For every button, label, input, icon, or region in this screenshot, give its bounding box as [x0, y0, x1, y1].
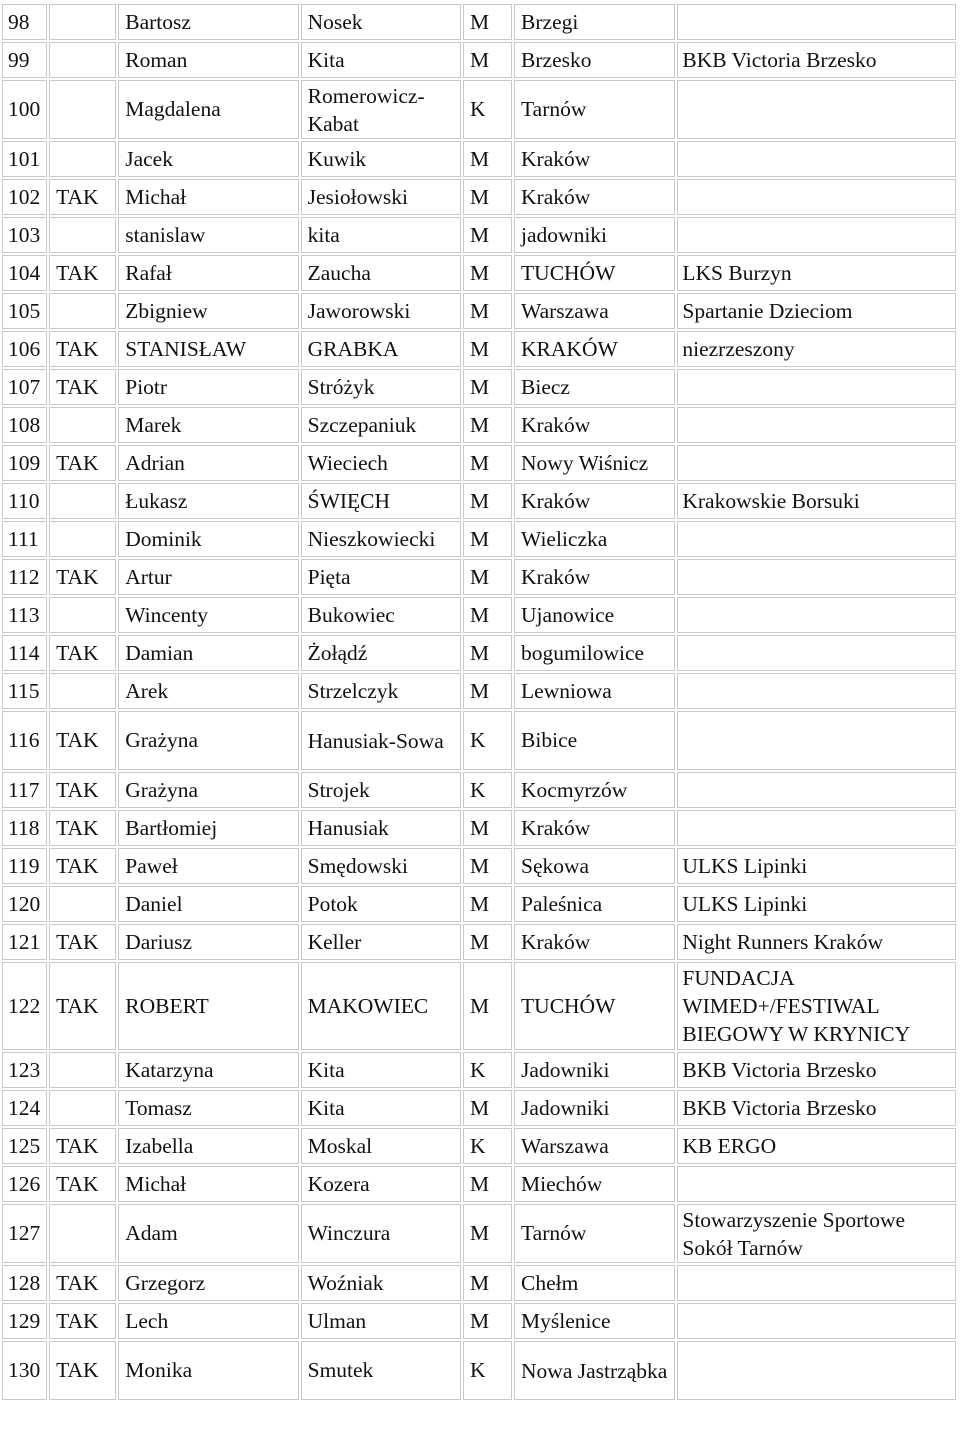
cell-sex: M — [463, 962, 512, 1050]
cell-club — [677, 673, 956, 709]
cell-city: Kraków — [514, 483, 675, 519]
cell-first-name: Zbigniew — [118, 293, 298, 329]
cell-club: Stowarzyszenie Sportowe Sokół Tarnów — [677, 1204, 956, 1263]
cell-last-name: MAKOWIEC — [301, 962, 461, 1050]
cell-number: 114 — [2, 635, 47, 671]
cell-city: TUCHÓW — [514, 962, 675, 1050]
cell-sex: M — [463, 4, 512, 40]
cell-tak — [49, 1204, 116, 1263]
cell-last-name: Ulman — [301, 1303, 461, 1339]
cell-sex: M — [463, 141, 512, 177]
cell-city: Wieliczka — [514, 521, 675, 557]
cell-club — [677, 179, 956, 215]
cell-club — [677, 369, 956, 405]
cell-number: 122 — [2, 962, 47, 1050]
cell-number: 121 — [2, 924, 47, 960]
cell-city: TUCHÓW — [514, 255, 675, 291]
cell-city: Nowy Wiśnicz — [514, 445, 675, 481]
table-row — [2, 1128, 956, 1164]
cell-city: Jadowniki — [514, 1090, 675, 1126]
cell-club — [677, 635, 956, 671]
cell-city: Ujanowice — [514, 597, 675, 633]
cell-club — [677, 772, 956, 808]
cell-tak: TAK — [49, 559, 116, 595]
cell-last-name: Kita — [301, 1052, 461, 1088]
cell-first-name: Tomasz — [118, 1090, 298, 1126]
table-row — [2, 1090, 956, 1126]
cell-number: 110 — [2, 483, 47, 519]
cell-city: Warszawa — [514, 293, 675, 329]
cell-sex: M — [463, 1204, 512, 1263]
cell-club — [677, 711, 956, 770]
cell-tak: TAK — [49, 331, 116, 367]
cell-sex: M — [463, 217, 512, 253]
cell-tak — [49, 1090, 116, 1126]
cell-first-name: Grzegorz — [118, 1265, 298, 1301]
cell-number: 127 — [2, 1204, 47, 1263]
table-row — [2, 1052, 956, 1088]
cell-tak — [49, 597, 116, 633]
cell-tak: TAK — [49, 1303, 116, 1339]
table-row — [2, 293, 956, 329]
cell-number: 123 — [2, 1052, 47, 1088]
cell-club: ULKS Lipinki — [677, 848, 956, 884]
cell-sex: K — [463, 1128, 512, 1164]
cell-tak — [49, 407, 116, 443]
cell-number: 100 — [2, 80, 47, 139]
cell-sex: M — [463, 42, 512, 78]
cell-tak — [49, 4, 116, 40]
cell-first-name: Dariusz — [118, 924, 298, 960]
table-row — [2, 1303, 956, 1339]
cell-club: LKS Burzyn — [677, 255, 956, 291]
cell-last-name: Hanusiak — [301, 810, 461, 846]
cell-club: BKB Victoria Brzesko — [677, 42, 956, 78]
cell-last-name: Moskal — [301, 1128, 461, 1164]
cell-club — [677, 1341, 956, 1400]
cell-first-name: Jacek — [118, 141, 298, 177]
cell-club: KB ERGO — [677, 1128, 956, 1164]
cell-tak — [49, 673, 116, 709]
cell-sex: M — [463, 521, 512, 557]
cell-number: 104 — [2, 255, 47, 291]
cell-tak — [49, 886, 116, 922]
cell-city: Jadowniki — [514, 1052, 675, 1088]
cell-first-name: Paweł — [118, 848, 298, 884]
table-row — [2, 886, 956, 922]
cell-number: 126 — [2, 1166, 47, 1202]
table-row — [2, 711, 956, 770]
table-row — [2, 80, 956, 139]
cell-last-name: Pięta — [301, 559, 461, 595]
cell-city: Kraków — [514, 407, 675, 443]
cell-club — [677, 407, 956, 443]
table-row — [2, 521, 956, 557]
table-row — [2, 407, 956, 443]
cell-last-name: Winczura — [301, 1204, 461, 1263]
cell-number: 108 — [2, 407, 47, 443]
cell-tak: TAK — [49, 924, 116, 960]
cell-first-name: Michał — [118, 179, 298, 215]
cell-city: Miechów — [514, 1166, 675, 1202]
cell-first-name: Lech — [118, 1303, 298, 1339]
cell-city: Kraków — [514, 810, 675, 846]
cell-club — [677, 4, 956, 40]
cell-sex: K — [463, 1341, 512, 1400]
cell-first-name: Marek — [118, 407, 298, 443]
cell-club: ULKS Lipinki — [677, 886, 956, 922]
table-row — [2, 141, 956, 177]
cell-first-name: Damian — [118, 635, 298, 671]
table-row — [2, 1204, 956, 1263]
table-row — [2, 772, 956, 808]
cell-tak: TAK — [49, 1265, 116, 1301]
cell-city: bogumilowice — [514, 635, 675, 671]
cell-club — [677, 597, 956, 633]
cell-club: BKB Victoria Brzesko — [677, 1090, 956, 1126]
cell-tak — [49, 217, 116, 253]
table-row — [2, 483, 956, 519]
cell-tak: TAK — [49, 772, 116, 808]
cell-tak — [49, 141, 116, 177]
cell-number: 119 — [2, 848, 47, 884]
cell-last-name: Jaworowski — [301, 293, 461, 329]
cell-last-name: Kita — [301, 1090, 461, 1126]
cell-last-name: Kozera — [301, 1166, 461, 1202]
cell-number: 117 — [2, 772, 47, 808]
cell-last-name: Kita — [301, 42, 461, 78]
cell-sex: M — [463, 293, 512, 329]
table-row — [2, 635, 956, 671]
cell-number: 106 — [2, 331, 47, 367]
cell-tak — [49, 80, 116, 139]
cell-sex: M — [463, 369, 512, 405]
table-row — [2, 369, 956, 405]
cell-first-name: Grażyna — [118, 772, 298, 808]
cell-city: Kraków — [514, 179, 675, 215]
cell-sex: M — [463, 1090, 512, 1126]
cell-number: 111 — [2, 521, 47, 557]
cell-city: Biecz — [514, 369, 675, 405]
cell-first-name: Rafał — [118, 255, 298, 291]
cell-tak — [49, 483, 116, 519]
cell-city: Nowa Jastrząbka — [514, 1341, 675, 1400]
cell-first-name: Grażyna — [118, 711, 298, 770]
cell-city: KRAKÓW — [514, 331, 675, 367]
cell-last-name: Stróżyk — [301, 369, 461, 405]
cell-club — [677, 80, 956, 139]
cell-number: 98 — [2, 4, 47, 40]
table-row — [2, 217, 956, 253]
cell-number: 105 — [2, 293, 47, 329]
cell-last-name: Strzelczyk — [301, 673, 461, 709]
cell-first-name: Monika — [118, 1341, 298, 1400]
table-row — [2, 962, 956, 1050]
cell-sex: M — [463, 673, 512, 709]
table-row — [2, 673, 956, 709]
cell-first-name: Izabella — [118, 1128, 298, 1164]
cell-city: Kraków — [514, 924, 675, 960]
cell-number: 109 — [2, 445, 47, 481]
cell-last-name: Wieciech — [301, 445, 461, 481]
cell-city: Kraków — [514, 141, 675, 177]
cell-first-name: Adam — [118, 1204, 298, 1263]
table-row — [2, 179, 956, 215]
cell-club — [677, 141, 956, 177]
cell-number: 102 — [2, 179, 47, 215]
cell-first-name: ROBERT — [118, 962, 298, 1050]
cell-sex: K — [463, 772, 512, 808]
cell-sex: M — [463, 597, 512, 633]
cell-sex: M — [463, 331, 512, 367]
cell-tak: TAK — [49, 635, 116, 671]
table-row — [2, 559, 956, 595]
cell-city: Bibice — [514, 711, 675, 770]
cell-tak — [49, 521, 116, 557]
cell-first-name: Wincenty — [118, 597, 298, 633]
cell-first-name: Bartosz — [118, 4, 298, 40]
cell-last-name: Szczepaniuk — [301, 407, 461, 443]
cell-last-name: Potok — [301, 886, 461, 922]
cell-number: 128 — [2, 1265, 47, 1301]
cell-club: BKB Victoria Brzesko — [677, 1052, 956, 1088]
cell-first-name: Daniel — [118, 886, 298, 922]
cell-last-name: GRABKA — [301, 331, 461, 367]
cell-tak: TAK — [49, 962, 116, 1050]
cell-last-name: Kuwik — [301, 141, 461, 177]
cell-number: 113 — [2, 597, 47, 633]
cell-first-name: Adrian — [118, 445, 298, 481]
cell-number: 107 — [2, 369, 47, 405]
cell-club — [677, 1166, 956, 1202]
cell-tak: TAK — [49, 369, 116, 405]
cell-tak: TAK — [49, 1128, 116, 1164]
cell-tak — [49, 42, 116, 78]
cell-club — [677, 521, 956, 557]
cell-sex: M — [463, 635, 512, 671]
table-row — [2, 42, 956, 78]
cell-last-name: Bukowiec — [301, 597, 461, 633]
cell-last-name: Romerowicz-Kabat — [301, 80, 461, 139]
cell-number: 120 — [2, 886, 47, 922]
cell-first-name: Dominik — [118, 521, 298, 557]
cell-club — [677, 1265, 956, 1301]
cell-number: 103 — [2, 217, 47, 253]
cell-sex: K — [463, 711, 512, 770]
cell-city: Paleśnica — [514, 886, 675, 922]
cell-last-name: Nosek — [301, 4, 461, 40]
cell-city: Brzegi — [514, 4, 675, 40]
cell-first-name: stanislaw — [118, 217, 298, 253]
table-row — [2, 848, 956, 884]
cell-sex: K — [463, 80, 512, 139]
cell-sex: K — [463, 1052, 512, 1088]
cell-club — [677, 559, 956, 595]
cell-last-name: Woźniak — [301, 1265, 461, 1301]
cell-number: 115 — [2, 673, 47, 709]
participants-table — [0, 2, 958, 1402]
cell-sex: M — [463, 179, 512, 215]
cell-last-name: Smutek — [301, 1341, 461, 1400]
cell-first-name: Magdalena — [118, 80, 298, 139]
cell-number: 129 — [2, 1303, 47, 1339]
cell-last-name: Strojek — [301, 772, 461, 808]
cell-club: niezrzeszony — [677, 331, 956, 367]
cell-sex: M — [463, 924, 512, 960]
cell-number: 101 — [2, 141, 47, 177]
table-row — [2, 597, 956, 633]
cell-first-name: STANISŁAW — [118, 331, 298, 367]
cell-tak: TAK — [49, 848, 116, 884]
cell-sex: M — [463, 445, 512, 481]
cell-last-name: Nieszkowiecki — [301, 521, 461, 557]
participants-table-body — [2, 4, 956, 1400]
cell-tak: TAK — [49, 1166, 116, 1202]
cell-number: 116 — [2, 711, 47, 770]
cell-last-name: ŚWIĘCH — [301, 483, 461, 519]
cell-last-name: Hanusiak-Sowa — [301, 711, 461, 770]
cell-tak — [49, 1052, 116, 1088]
cell-city: Tarnów — [514, 80, 675, 139]
cell-number: 118 — [2, 810, 47, 846]
cell-sex: M — [463, 1265, 512, 1301]
cell-sex: M — [463, 886, 512, 922]
cell-sex: M — [463, 407, 512, 443]
cell-sex: M — [463, 559, 512, 595]
cell-last-name: Jesiołowski — [301, 179, 461, 215]
cell-sex: M — [463, 483, 512, 519]
cell-sex: M — [463, 1166, 512, 1202]
cell-city: Kraków — [514, 559, 675, 595]
table-row — [2, 924, 956, 960]
cell-first-name: Michał — [118, 1166, 298, 1202]
cell-club: Night Runners Kraków — [677, 924, 956, 960]
cell-club — [677, 445, 956, 481]
cell-city: Tarnów — [514, 1204, 675, 1263]
table-row — [2, 4, 956, 40]
table-row — [2, 1265, 956, 1301]
table-row — [2, 445, 956, 481]
cell-sex: M — [463, 1303, 512, 1339]
cell-sex: M — [463, 255, 512, 291]
cell-tak: TAK — [49, 255, 116, 291]
cell-first-name: Arek — [118, 673, 298, 709]
cell-number: 99 — [2, 42, 47, 78]
cell-tak: TAK — [49, 179, 116, 215]
cell-city: Kocmyrzów — [514, 772, 675, 808]
cell-last-name: kita — [301, 217, 461, 253]
cell-city: jadowniki — [514, 217, 675, 253]
cell-club: Krakowskie Borsuki — [677, 483, 956, 519]
cell-city: Warszawa — [514, 1128, 675, 1164]
cell-first-name: Łukasz — [118, 483, 298, 519]
table-row — [2, 810, 956, 846]
cell-last-name: Smędowski — [301, 848, 461, 884]
cell-last-name: Keller — [301, 924, 461, 960]
cell-sex: M — [463, 810, 512, 846]
cell-club: Spartanie Dzieciom — [677, 293, 956, 329]
cell-tak: TAK — [49, 711, 116, 770]
cell-first-name: Artur — [118, 559, 298, 595]
cell-city: Sękowa — [514, 848, 675, 884]
table-row — [2, 1166, 956, 1202]
cell-first-name: Roman — [118, 42, 298, 78]
cell-last-name: Żołądź — [301, 635, 461, 671]
cell-number: 112 — [2, 559, 47, 595]
cell-sex: M — [463, 848, 512, 884]
cell-city: Brzesko — [514, 42, 675, 78]
cell-tak: TAK — [49, 1341, 116, 1400]
cell-club — [677, 810, 956, 846]
cell-tak: TAK — [49, 445, 116, 481]
cell-first-name: Bartłomiej — [118, 810, 298, 846]
cell-tak — [49, 293, 116, 329]
cell-tak: TAK — [49, 810, 116, 846]
cell-last-name: Zaucha — [301, 255, 461, 291]
table-row — [2, 331, 956, 367]
cell-first-name: Katarzyna — [118, 1052, 298, 1088]
cell-club — [677, 217, 956, 253]
table-row — [2, 1341, 956, 1400]
cell-number: 125 — [2, 1128, 47, 1164]
cell-city: Chełm — [514, 1265, 675, 1301]
cell-club — [677, 1303, 956, 1339]
cell-club: FUNDACJA WIMED+/FESTIWAL BIEGOWY W KRYNICY — [677, 962, 956, 1050]
cell-city: Myślenice — [514, 1303, 675, 1339]
cell-number: 130 — [2, 1341, 47, 1400]
cell-first-name: Piotr — [118, 369, 298, 405]
cell-city: Lewniowa — [514, 673, 675, 709]
cell-number: 124 — [2, 1090, 47, 1126]
table-row — [2, 255, 956, 291]
